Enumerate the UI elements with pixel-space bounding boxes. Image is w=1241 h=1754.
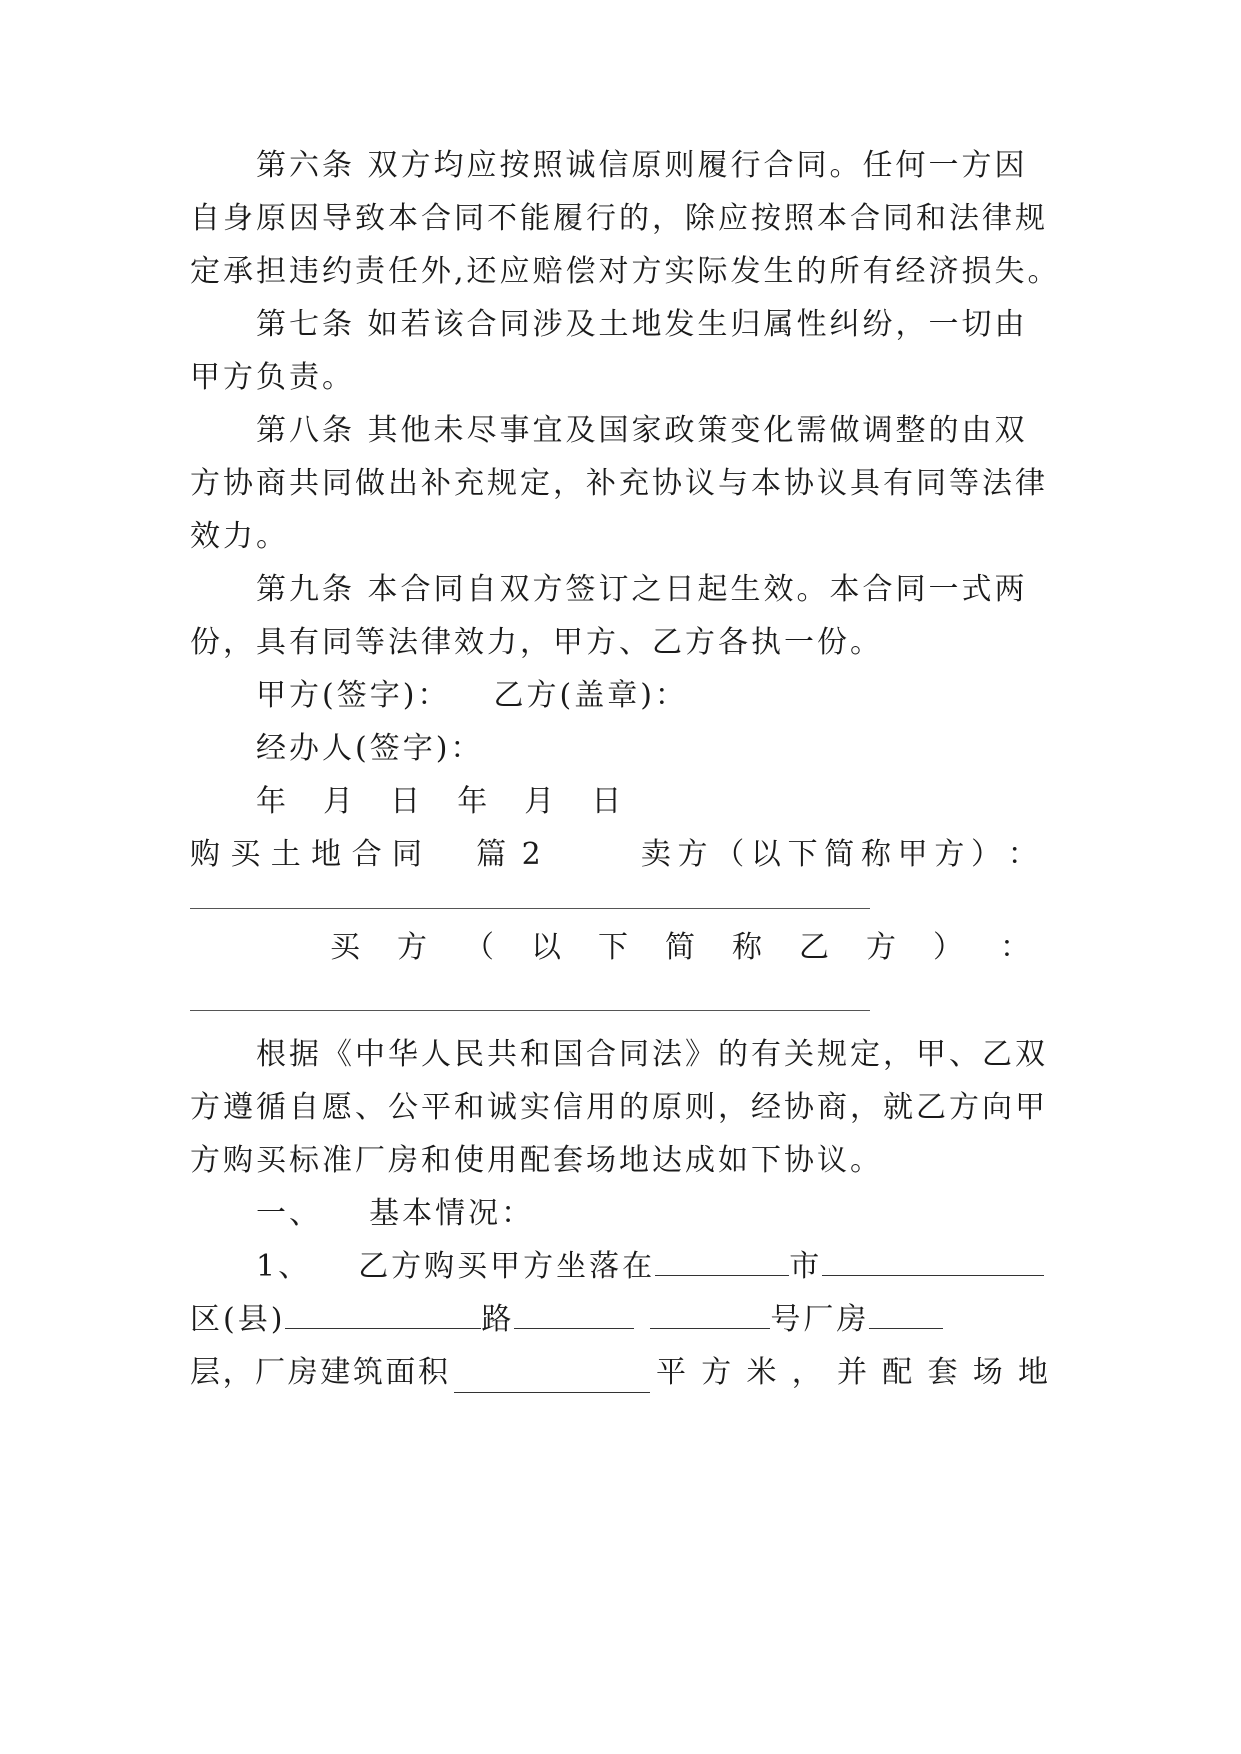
buyer-label-char: 下 <box>598 930 628 965</box>
item1-floor-area-char: 厂 <box>255 1355 286 1390</box>
seller-label-char: 下 <box>787 837 821 872</box>
contract2-title <box>190 835 425 875</box>
seller-label-char: 方 <box>934 837 968 872</box>
buyer-label-char: ： <box>1000 930 1030 965</box>
contract2-title-char: 买 <box>230 837 264 872</box>
item1-floor-area-label <box>190 1353 448 1393</box>
article9-line2: 份，具有同等法律效力，甲方、乙方各执一份。 <box>190 625 883 660</box>
article8-line3: 效力。 <box>190 519 289 554</box>
seller-label-char: 方 <box>677 837 711 872</box>
buyer-label-char: 乙 <box>799 930 829 965</box>
item1-area-unit-char: 配 <box>882 1355 913 1390</box>
buyer-label-char: 称 <box>732 930 762 965</box>
agent-signature-label: 经办人(签字)： <box>256 731 484 766</box>
road-blank[interactable] <box>514 1300 634 1329</box>
section1-title: 基本情况： <box>369 1196 535 1231</box>
article6-line2: 自身原因导致本合同不能履行的，除应按照本合同和法律规 <box>190 201 1048 236</box>
item1-area-unit-label <box>656 1353 1048 1393</box>
contract2-section-label: 篇 2 <box>476 837 544 872</box>
article6-line1: 第六条 双方均应按照诚信原则履行合同。任何一方因 <box>256 148 1028 183</box>
buyer-label-char: 方 <box>397 930 427 965</box>
contract2-intro-line3: 方购买标准厂房和使用配套场地达成如下协议。 <box>190 1143 883 1178</box>
item1-line1 <box>256 1247 1116 1287</box>
item1-number: 1、 <box>256 1249 312 1284</box>
seller-label-char: 称 <box>860 837 894 872</box>
buyer-label-char: 方 <box>866 930 896 965</box>
contract2-title-char: 土 <box>270 837 304 872</box>
buyer-label-char: ） <box>933 930 963 965</box>
contract2-title-char: 地 <box>311 837 345 872</box>
contract2-intro-line2: 方遵循自愿、公平和诚实信用的原则，经协商，就乙方向甲 <box>190 1090 1048 1125</box>
item1-line2 <box>190 1300 1050 1340</box>
item1-area-unit-char: 地 <box>1018 1355 1048 1390</box>
item1-area-unit-char: 方 <box>701 1355 732 1390</box>
item1-line3 <box>190 1353 1050 1393</box>
buyer-label-char: 简 <box>665 930 695 965</box>
area-blank[interactable] <box>454 1364 650 1393</box>
item1-district-label: 区(县) <box>190 1302 286 1337</box>
article6-line3: 定承担违约责任外,还应赔偿对方实际发生的所有经济损失。 <box>190 254 1061 289</box>
article8-line2: 方协商共同做出补充规定，补充协议与本协议具有同等法律 <box>190 466 1048 501</box>
buyer-name-blank <box>190 1010 870 1011</box>
item1-text: 乙方购买甲方坐落在 <box>358 1249 656 1284</box>
contract2-intro-line1: 根据《中华人民共和国合同法》的有关规定，甲、乙双 <box>256 1037 1048 1072</box>
signature-dates: 年 月 日 年 月 日 <box>256 784 628 819</box>
item1-area-unit-char: 并 <box>837 1355 867 1390</box>
buyer-label-char: 买 <box>330 930 360 965</box>
signature-parties <box>256 676 1116 716</box>
seller-label-char: 卖 <box>640 837 674 872</box>
district-name-blank[interactable] <box>285 1300 481 1329</box>
article9-line1: 第九条 本合同自双方签订之日起生效。本合同一式两 <box>256 572 1028 607</box>
contract2-title-char: 购 <box>190 837 223 872</box>
item1-floor-area-char: 面 <box>385 1355 416 1390</box>
item1-area-unit-char: ， <box>791 1355 822 1390</box>
buyer-label <box>330 928 1030 968</box>
item1-area-unit-char: 套 <box>927 1355 958 1390</box>
article7-line2: 甲方负责。 <box>190 360 355 395</box>
seller-label-char: 简 <box>824 837 858 872</box>
district-blank[interactable] <box>822 1247 1044 1276</box>
contract2-header <box>190 835 1050 875</box>
buyer-label-char: 以 <box>531 930 561 965</box>
item1-floor-area-char: ， <box>222 1355 253 1390</box>
buyer-label-char: （ <box>464 930 494 965</box>
item1-area-unit-char: 米 <box>746 1355 777 1390</box>
city-blank[interactable] <box>655 1247 789 1276</box>
seller-label-char: （ <box>714 837 748 872</box>
item1-number-label: 号厂房 <box>770 1302 870 1337</box>
seller-label <box>641 835 1041 875</box>
contract2-title-char: 同 <box>391 837 425 872</box>
article7-line1: 第七条 如若该合同涉及土地发生归属性纠纷，一切由 <box>256 307 1028 342</box>
seller-label-char: 以 <box>750 837 784 872</box>
item1-floor-area-char: 筑 <box>352 1355 383 1390</box>
article8-line1: 第八条 其他未尽事宜及国家政策变化需做调整的由双 <box>256 413 1028 448</box>
section1-number: 一、 <box>256 1196 322 1231</box>
seller-label-char: ） <box>971 837 1004 872</box>
number-blank[interactable] <box>650 1300 770 1329</box>
item1-floor-area-char: 建 <box>320 1355 351 1390</box>
item1-floor-area-char: 房 <box>287 1355 318 1390</box>
item1-floor-area-char: 层 <box>190 1355 220 1390</box>
floor-blank[interactable] <box>869 1300 943 1329</box>
seller-label-char: ： <box>1007 837 1041 872</box>
item1-floor-area-char: 积 <box>417 1355 448 1390</box>
item1-city-label: 市 <box>789 1249 823 1284</box>
item1-area-unit-char: 平 <box>656 1355 686 1390</box>
section1-heading <box>256 1194 1116 1234</box>
seller-label-char: 甲 <box>897 837 931 872</box>
party-b-seal-label: 乙方(盖章)： <box>493 678 688 713</box>
item1-road-label: 路 <box>481 1302 515 1337</box>
party-a-signature-label: 甲方(签字)： <box>256 678 451 713</box>
contract2-title-char: 合 <box>351 837 385 872</box>
item1-area-unit-char: 场 <box>972 1355 1003 1390</box>
seller-name-blank <box>190 908 870 909</box>
